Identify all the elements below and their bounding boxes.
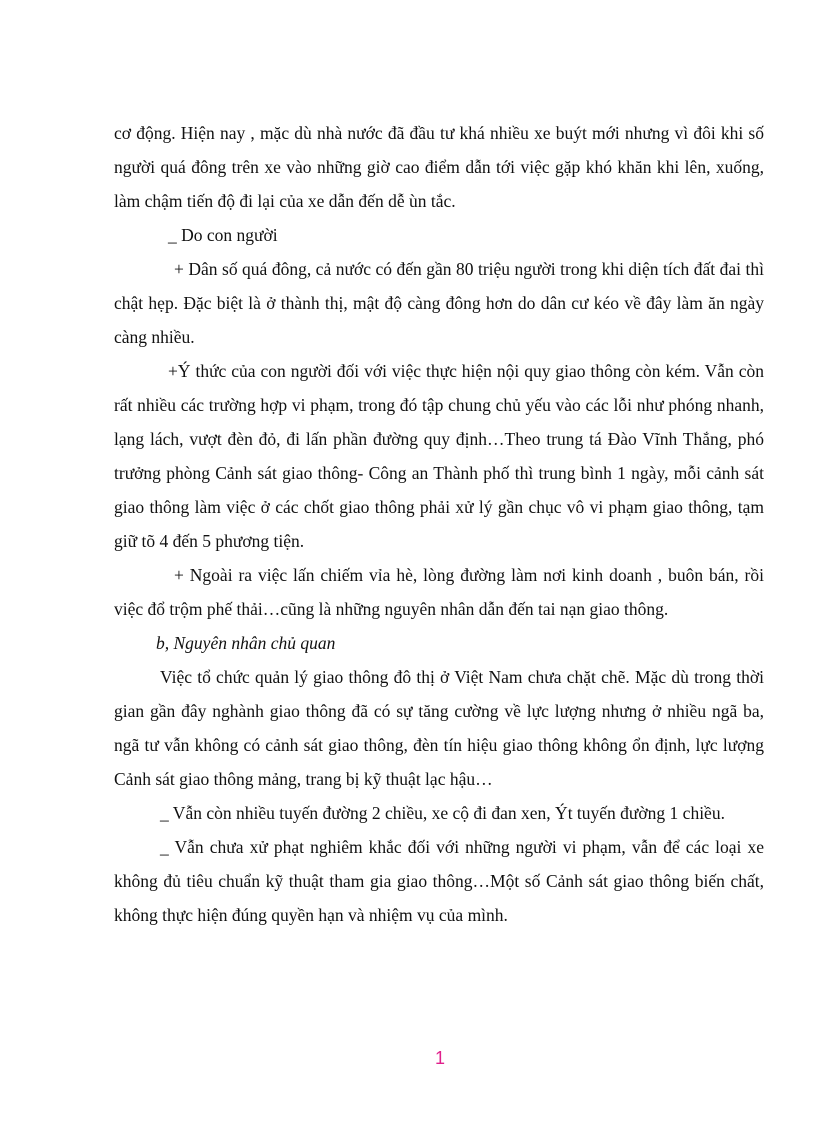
paragraph-two-way-roads: _ Vẫn còn nhiều tuyến đường 2 chiều, xe cộ đi đan xen, Ýt tuyến đường 1 chiều. [160,803,725,823]
paragraph-encroachment: + Ngoài ra việc lấn chiếm vỉa hè, lòng đường làm nơi kinh doanh , buôn bán, rồi việc đổ trộm phế thải…cũng là những nguyên nhân dẫn đến tai nạn giao thông. [114,565,764,619]
paragraph-bus-continuation: cơ động. Hiện nay , mặc dù nhà nước đã đầu tư khá nhiều xe buýt mới nhưng vì đôi khi số người quá đông trên xe vào những giờ cao điểm dẫn tới việc gặp khó khăn khi lên, xuống, làm chậm tiến độ đi lại của xe dẫn đến dễ ùn tắc. [114,123,764,211]
paragraph-population: + Dân số quá đông, cả nước có đến gần 80 triệu người trong khi diện tích đất đai thì chật hẹp. Đặc biệt là ở thành thị, mật độ càng đông hơn do dân cư kéo về đây làm ăn ngày càng nhiều. [114,259,764,347]
document-body [114,116,764,932]
section-heading-subjective-causes: b, Nguyên nhân chủ quan [156,633,336,653]
paragraph-penalties: _ Vẫn chưa xử phạt nghiêm khắc đối với những người vi phạm, vẫn để các loại xe không đủ tiêu chuẩn kỹ thuật tham gia giao thông…Một số Cảnh sát giao thông biến chất, không thực hiện đúng quyền hạn và nhiệm vụ của mình. [114,837,764,925]
paragraph-management: Việc tổ chức quản lý giao thông đô thị ở Việt Nam chưa chặt chẽ. Mặc dù trong thời gian gần đây nghành giao thông đã có sự tăng cường về lực lượng nhưng ở nhiều ngã ba, ngã tư vẫn không có cảnh sát giao thông, đèn tín hiệu giao thông không ổn định, lực lượng Cảnh sát giao thông mảng, trang bị kỹ thuật lạc hậu… [114,667,764,789]
paragraph-awareness: +Ý thức của con người đối với việc thực hiện nội quy giao thông còn kém. Vẫn còn rất nhiều các trường hợp vi phạm, trong đó tập chung chủ yếu vào các lỗi như phóng nhanh, lạng lách, vượt đèn đỏ, đi lấn phần đường quy định…Theo trung tá Đào Vĩnh Thắng, phó trưởng phòng Cảnh sát giao thông- Công an Thành phố thì trung bình 1 ngày, mỗi cảnh sát giao thông làm việc ở các chốt giao thông phải xử lý gần chục vô vi phạm giao thông, tạm giữ tõ 4 đến 5 phương tiện. [114,361,764,551]
heading-human-cause: _ Do con người [168,225,278,245]
page-number: 1 [434,1048,445,1068]
